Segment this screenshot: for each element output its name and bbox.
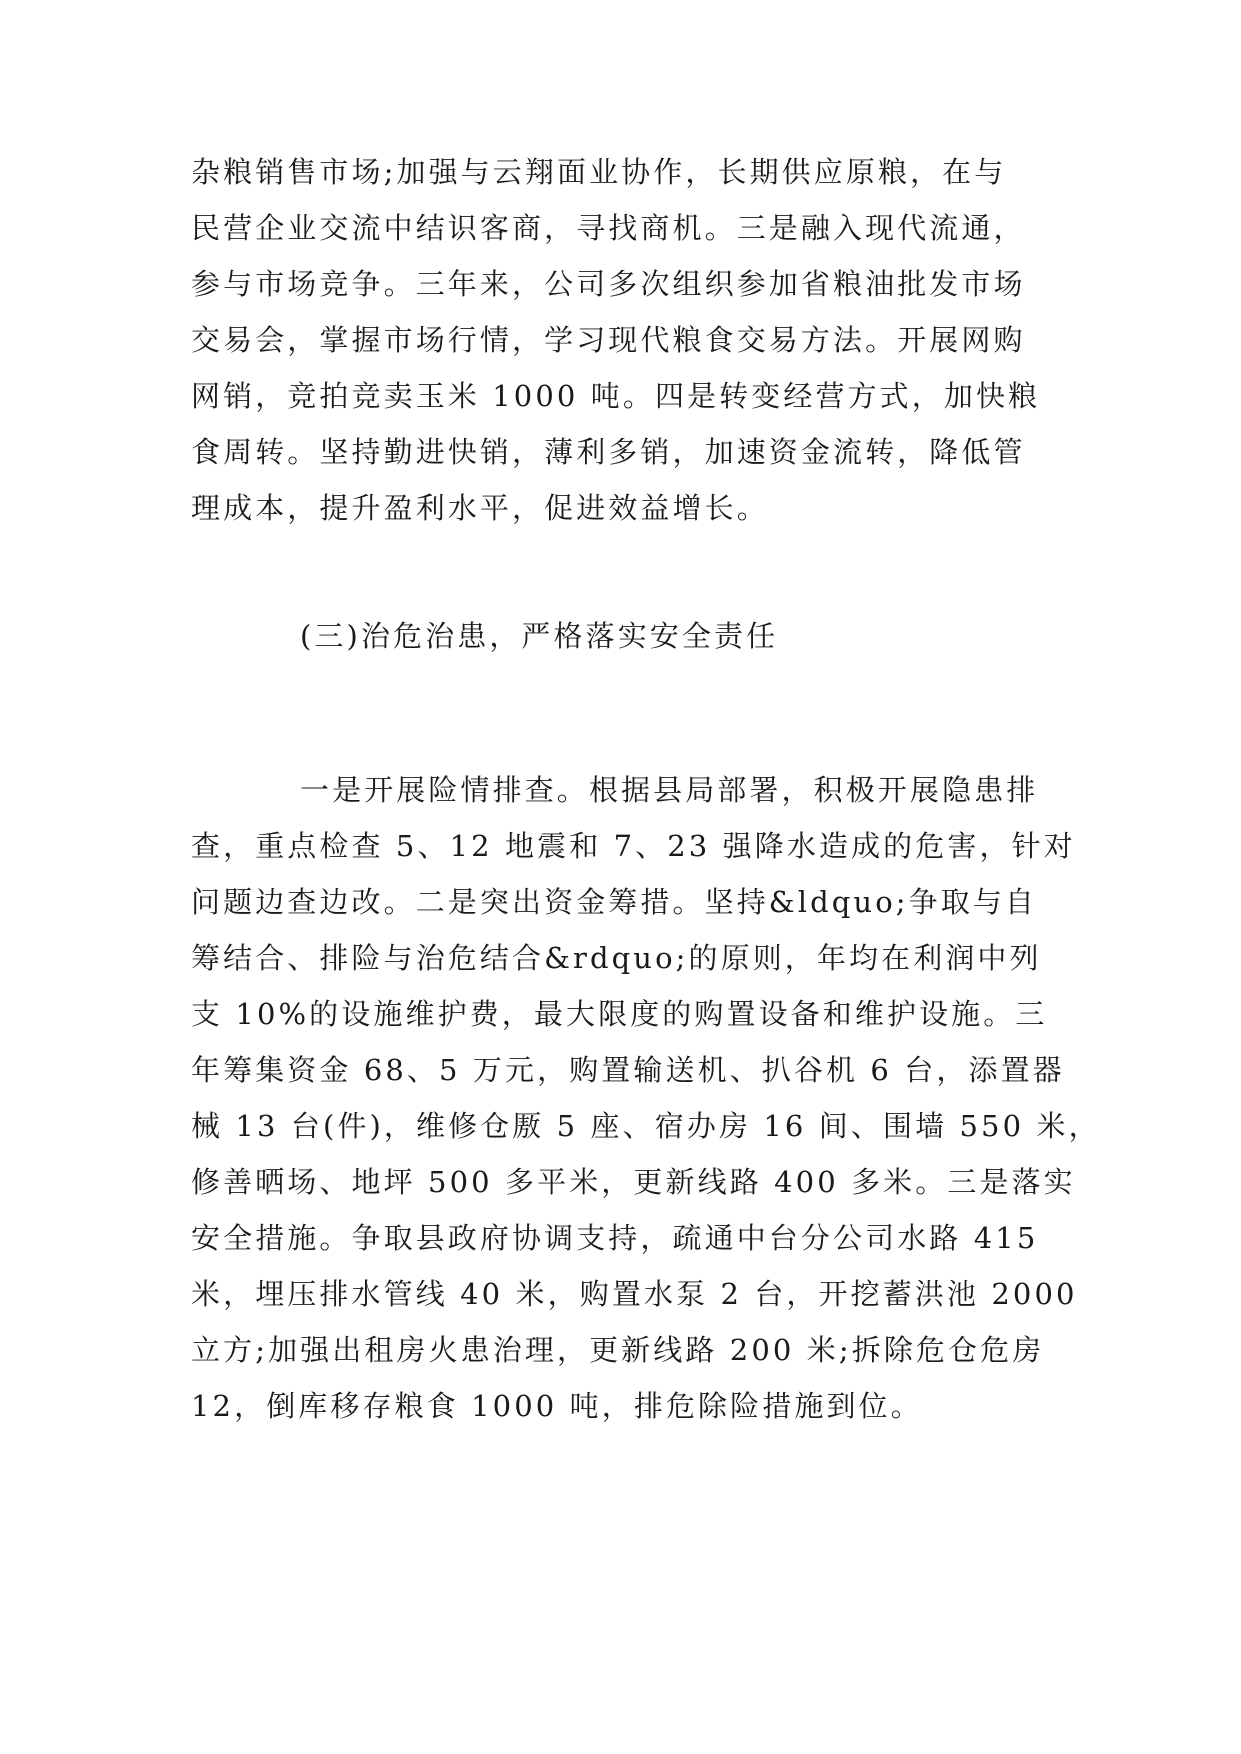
text-line: 网销，竞拍竞卖玉米 1000 吨。四是转变经营方式，加快粮 [191,379,1041,413]
text-line: 查，重点检查 5、12 地震和 7、23 强降水造成的危害，针对 [191,829,1076,863]
text-line: 立方;加强出租房火患治理，更新线路 200 米;拆除危仓危房 [191,1333,1045,1367]
text-line: 修善晒场、地坪 500 多平米，更新线路 400 多米。三是落实 [191,1165,1076,1199]
text-line: 米，埋压排水管线 40 米，购置水泵 2 台，开挖蓄洪池 2000 [191,1277,1078,1311]
text-line: 12，倒库移存粮食 1000 吨，排危除险措施到位。 [191,1389,923,1423]
text-line: 安全措施。争取县政府协调支持，疏通中台分公司水路 415 [191,1221,1039,1255]
text-line: 年筹集资金 68、5 万元，购置输送机、扒谷机 6 台，添置器 [191,1053,1065,1087]
text-line: 一是开展险情排查。根据县局部署，积极开展隐患排 [300,773,1039,807]
text-line: 筹结合、排险与治危结合&rdquo;的原则，年均在利润中列 [191,941,1042,975]
text-line: 问题边查边改。二是突出资金筹措。坚持&ldquo;争取与自 [191,885,1038,919]
section-heading: (三)治危治患，严格落实安全责任 [300,619,779,653]
text-line: 杂粮销售市场;加强与云翔面业协作，长期供应原粮，在与 [191,155,1007,189]
text-line: 支 10%的设施维护费，最大限度的购置设备和维护设施。三 [191,997,1048,1031]
text-line: 食周转。坚持勤进快销，薄利多销，加速资金流转，降低管 [191,435,1026,469]
text-line: 参与市场竞争。三年来，公司多次组织参加省粮油批发市场 [191,267,1026,301]
text-line: 理成本，提升盈利水平，促进效益增长。 [191,491,769,525]
text-line: 械 13 台(件)，维修仓厫 5 座、宿办房 16 间、围墙 550 米， [191,1109,1101,1143]
text-line: 民营企业交流中结识客商，寻找商机。三是融入现代流通， [191,211,1026,245]
text-line: 交易会，掌握市场行情，学习现代粮食交易方法。开展网购 [191,323,1026,357]
